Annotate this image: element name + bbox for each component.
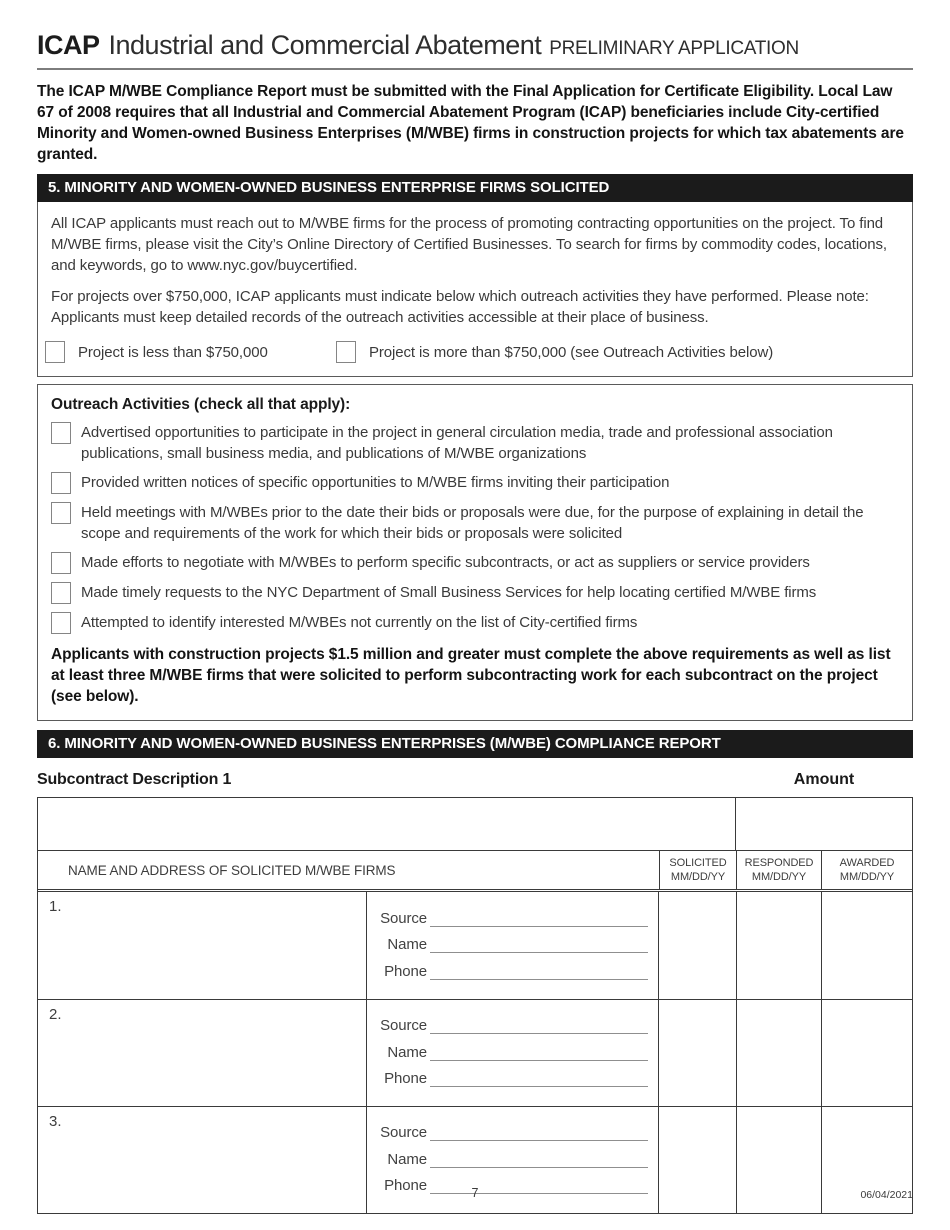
date-solicited-cell[interactable] xyxy=(659,1000,736,1106)
outreach-advertised-label: Advertised opportunities to participate in the project in general circulation media, trade and professional association publications, small business media, and publications of M/WBE organizations xyxy=(81,424,833,462)
outreach-activities-box xyxy=(37,384,913,721)
awarded-column-header xyxy=(821,851,912,889)
date-solicited-cell[interactable] xyxy=(659,892,736,999)
description-amount-row xyxy=(38,798,912,850)
source-label: Source xyxy=(380,1124,427,1142)
name-field xyxy=(377,936,648,953)
page-footer xyxy=(0,1186,950,1206)
outreach-held-meetings-label: Held meetings with M/WBEs prior to the date their bids or proposals were due, for the purpose of explaining in detail the scope and requirements of the work for which their bids or proposals were solicited xyxy=(81,504,864,542)
source-field xyxy=(377,1017,648,1034)
section5-paragraph-1: All ICAP applicants must reach out to M/WBE firms for the process of promoting contracting opportunities on the project. To find M/WBE firms, please visit the City’s Online Directory of Certified Businesses. To search for firms by commodity codes, locations, and keywords, go to www.nyc.gov/buycertified. xyxy=(51,215,888,274)
form-subtitle: PRELIMINARY APPLICATION xyxy=(549,38,799,59)
source-label: Source xyxy=(380,909,427,927)
project-more-label: Project is more than $750,000 (see Outreach Activities below) xyxy=(369,343,774,361)
outreach-negotiate-checkbox[interactable] xyxy=(51,552,71,574)
outreach-item-negotiate xyxy=(51,551,899,574)
name-input-line[interactable] xyxy=(430,937,648,953)
outreach-item-advertised xyxy=(51,421,899,464)
subcontract-header-row xyxy=(37,771,913,791)
outreach-held-meetings-checkbox[interactable] xyxy=(51,502,71,524)
solicited-header-line2: MM/DD/YY xyxy=(670,871,726,883)
intro-paragraph: The ICAP M/WBE Compliance Report must be submitted with the Final Application for Certificate Eligibility. Local Law 67 of 2008 requires that all Industrial and Commercial Abatement Program (ICAP) beneficiaries include City-certified Minority and Women-owned Business Enterprises (M/WBE) firms in construction projects for which tax abatements are granted. xyxy=(37,83,904,163)
source-input-line[interactable] xyxy=(430,911,648,927)
phone-field xyxy=(377,963,648,980)
phone-input-line[interactable] xyxy=(430,1071,648,1087)
outreach-item-held-meetings xyxy=(51,501,899,544)
awarded-header-line1: AWARDED xyxy=(839,857,895,869)
source-field xyxy=(377,1124,648,1141)
phone-label: Phone xyxy=(384,1176,427,1194)
responded-header-line1: RESPONDED xyxy=(744,857,814,869)
outreach-item-written-notices xyxy=(51,471,899,494)
date-awarded-cell[interactable] xyxy=(821,892,912,999)
form-title: Industrial and Commercial Abatement xyxy=(108,30,542,60)
firm-contact-cell xyxy=(366,1000,659,1106)
row-number: 3. xyxy=(49,1113,62,1130)
outreach-item-identify-interested xyxy=(51,611,899,634)
phone-field xyxy=(377,1070,648,1087)
name-label: Name xyxy=(387,936,427,953)
firm-contact-cell xyxy=(366,892,659,999)
date-responded-cell[interactable] xyxy=(736,892,821,999)
name-field xyxy=(377,1151,648,1168)
amount-input[interactable] xyxy=(735,798,912,850)
project-size-options xyxy=(45,341,899,363)
section5-paragraph-2: For projects over $750,000, ICAP applicants must indicate below which outreach activities they have performed. Please note: Applicants must keep detailed records of the outreach activities accessible at their place of business. xyxy=(51,288,869,326)
source-input-line[interactable] xyxy=(430,1125,648,1141)
outreach-identify-interested-checkbox[interactable] xyxy=(51,612,71,634)
name-address-column-header: NAME AND ADDRESS OF SOLICITED M/WBE FIRMS xyxy=(68,862,396,878)
responded-header-line2: MM/DD/YY xyxy=(751,871,807,883)
outreach-written-notices-checkbox[interactable] xyxy=(51,472,71,494)
table-row xyxy=(38,999,912,1106)
compliance-report-table xyxy=(37,797,913,1214)
solicited-column-header xyxy=(659,851,736,889)
subcontract-description-label: Subcontract Description 1 xyxy=(37,771,232,788)
amount-label: Amount xyxy=(793,771,855,788)
section6-header-bar: 6. MINORITY AND WOMEN-OWNED BUSINESS ENTERPRISES (M/WBE) COMPLIANCE REPORT xyxy=(37,730,913,758)
outreach-negotiate-label: Made efforts to negotiate with M/WBEs to perform specific subcontracts, or act as suppliers or service providers xyxy=(81,554,810,571)
brand-logo-text: ICAP xyxy=(37,30,100,60)
outreach-item-timely-requests xyxy=(51,581,899,604)
project-more-checkbox[interactable] xyxy=(336,341,356,363)
date-awarded-cell[interactable] xyxy=(821,1000,912,1106)
name-label: Name xyxy=(387,1150,427,1168)
name-field xyxy=(377,1044,648,1061)
outreach-written-notices-label: Provided written notices of specific opportunities to M/WBE firms inviting their participation xyxy=(81,474,670,491)
name-input-line[interactable] xyxy=(430,1152,648,1168)
outreach-timely-requests-label: Made timely requests to the NYC Department of Small Business Services for help locating certified M/WBE firms xyxy=(81,584,817,601)
outreach-advertised-checkbox[interactable] xyxy=(51,422,71,444)
table-header-row xyxy=(38,850,912,892)
phone-label: Phone xyxy=(384,962,427,980)
source-field xyxy=(377,910,648,927)
outreach-note: Applicants with construction projects $1.5 million and greater must complete the above requirements as well as list at least three M/WBE firms that were solicited to perform subcontracting work for each subcontract on the project (see below). xyxy=(51,646,891,705)
table-row xyxy=(38,892,912,999)
phone-input-line[interactable] xyxy=(430,964,648,980)
name-input-line[interactable] xyxy=(430,1045,648,1061)
responded-column-header xyxy=(736,851,821,889)
source-label: Source xyxy=(380,1017,427,1035)
outreach-timely-requests-checkbox[interactable] xyxy=(51,582,71,604)
project-less-option xyxy=(45,341,336,363)
firm-number-cell[interactable] xyxy=(38,1000,366,1106)
outreach-identify-interested-label: Attempted to identify interested M/WBEs not currently on the list of City-certified firms xyxy=(81,614,638,631)
row-number: 1. xyxy=(49,898,62,915)
project-less-label: Project is less than $750,000 xyxy=(78,343,268,361)
form-header xyxy=(37,30,913,70)
subcontract-description-input[interactable] xyxy=(38,798,735,850)
source-input-line[interactable] xyxy=(430,1018,648,1034)
section5-box xyxy=(37,202,913,377)
date-responded-cell[interactable] xyxy=(736,1000,821,1106)
phone-label: Phone xyxy=(384,1069,427,1087)
name-label: Name xyxy=(387,1043,427,1061)
firm-number-cell[interactable] xyxy=(38,892,366,999)
page-number: 7 xyxy=(471,1186,479,1200)
outreach-heading: Outreach Activities (check all that apply): xyxy=(51,396,351,413)
project-more-option xyxy=(336,341,773,363)
awarded-header-line2: MM/DD/YY xyxy=(839,871,895,883)
section5-header-bar: 5. MINORITY AND WOMEN-OWNED BUSINESS ENTERPRISE FIRMS SOLICITED xyxy=(37,174,913,202)
row-number: 2. xyxy=(49,1006,62,1023)
solicited-header-line1: SOLICITED xyxy=(669,857,727,869)
revision-date: 06/04/2021 xyxy=(860,1189,913,1201)
project-less-checkbox[interactable] xyxy=(45,341,65,363)
